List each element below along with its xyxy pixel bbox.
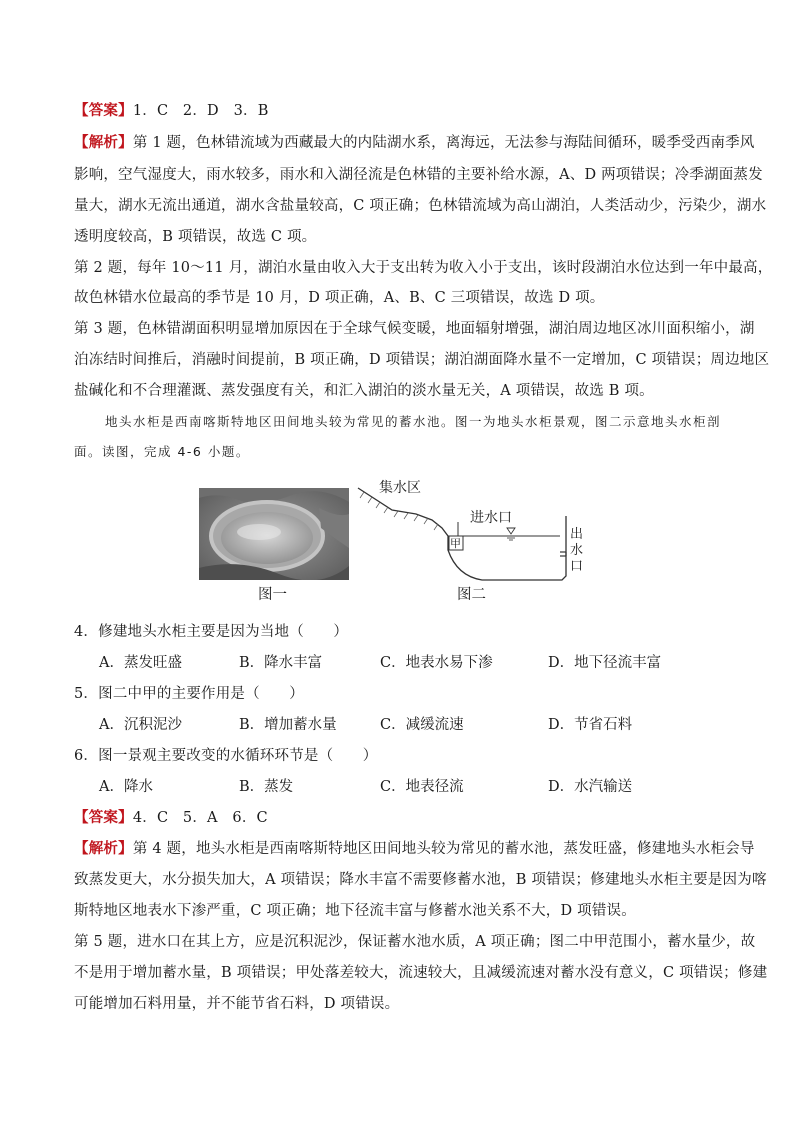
analysis-line: 第 2 题，每年 10～11 月，湖泊水量由收入大于支出转为收入小于支出，该时段湖泊水位达到一年中最高，: [74, 260, 773, 276]
answer-tag: 【答案】: [74, 102, 133, 119]
analysis-line: 第 3 题，色林错湖面积明显增加原因在于全球气候变暖，地面辐射增强，湖泊周边地区冰川面积缩小，湖: [74, 321, 755, 337]
answer-line-1: [74, 96, 734, 126]
question-options: [99, 772, 739, 802]
analysis-tag: 【解析】: [74, 134, 133, 151]
question-stem: 6．图一景观主要改变的水循环环节是（ ）: [74, 748, 378, 764]
option-b: B．蒸发: [239, 779, 294, 795]
answer-tag: 【答案】: [74, 809, 133, 826]
analysis-line: 泊冻结时间推后，消融时间提前，B 项正确，D 项错误；湖泊湖面降水量不一定增加，C 项错误；周边地区: [74, 352, 770, 368]
analysis-line: 透明度较高，B 项错误，故选 C 项。: [74, 229, 317, 245]
water-tank-photo: [199, 488, 349, 580]
analysis-line: [74, 834, 755, 864]
water-tank-photo-image: [199, 488, 349, 580]
intro-line: 面。读图，完成 4-6 小题。: [74, 444, 250, 459]
analysis-line: 故色林错水位最高的季节是 10 月，D 项正确，A、B、C 三项错误，故选 D 项。: [74, 290, 605, 306]
analysis-line: 致蒸发更大，水分损失加大，A 项错误；降水丰富不需要修蓄水池，B 项错误；修建地头水柜主要是因为喀: [74, 872, 767, 888]
option-c: C．地表径流: [380, 779, 464, 795]
jia-label: 甲: [450, 537, 461, 550]
analysis-line: 斯特地区地表水下渗严重，C 项正确；地下径流丰富与修蓄水池关系不大，D 项错误。: [74, 903, 636, 919]
analysis-line: 量大，湖水无流出通道，湖水含盐量较高，C 项正确；色林错流域为高山湖泊，人类活动少，污染少，湖水: [74, 198, 767, 214]
option-a: A．沉积泥沙: [99, 717, 182, 733]
option-c: C．减缓流速: [380, 717, 464, 733]
option-d: D．节省石料: [548, 717, 633, 733]
analysis-line: 第 5 题，进水口在其上方，应是沉积泥沙，保证蓄水池水质，A 项正确；图二中甲范围小，蓄水量少，故: [74, 934, 756, 950]
answer-text: 4．C 5．A 6．C: [132, 810, 268, 826]
outlet-label-3: 口: [570, 559, 584, 574]
analysis-tag: 【解析】: [74, 840, 133, 857]
analysis-text: 第 1 题，色林错流域为西藏最大的内陆湖水系，离海远，无法参与海陆间循环，暖季受西南季风: [132, 135, 755, 151]
answer-text: 1．C 2．D 3．B: [132, 103, 269, 119]
question-stem: 4．修建地头水柜主要是因为当地（ ）: [74, 624, 349, 640]
outlet-label-2: 水: [570, 543, 584, 558]
question-options: [99, 648, 739, 678]
question-options: [99, 710, 739, 740]
analysis-line: [74, 128, 755, 158]
analysis-line: 可能增加石料用量，并不能节省石料，D 项错误。: [74, 996, 400, 1012]
ground-profile-line: [358, 488, 566, 580]
question-stem: 5．图二中甲的主要作用是（ ）: [74, 686, 304, 702]
analysis-text: 第 4 题，地头水柜是西南喀斯特地区田间地头较为常见的蓄水池，蒸发旺盛，修建地头水柜会导: [132, 841, 755, 857]
tank-cross-section-diagram: [352, 476, 602, 586]
figure1-caption: 图一: [258, 587, 287, 603]
option-a: A．蒸发旺盛: [99, 655, 182, 671]
intro-line: 地头水柜是西南喀斯特地区田间地头较为常见的蓄水池。图一为地头水柜景观，图二示意地头水柜剖: [105, 414, 722, 429]
option-b: B．增加蓄水量: [239, 717, 337, 733]
option-b: B．降水丰富: [239, 655, 323, 671]
option-d: D．地下径流丰富: [548, 655, 662, 671]
option-a: A．降水: [99, 779, 153, 795]
answer-line-2: [74, 803, 734, 833]
catchment-label: 集水区: [379, 480, 421, 496]
option-c: C．地表水易下渗: [380, 655, 493, 671]
option-d: D．水汽输送: [548, 779, 633, 795]
cross-section-svg: [352, 476, 602, 586]
analysis-line: 盐碱化和不合理灌溉、蒸发强度有关，和汇入湖泊的淡水量无关，A 项错误，故选 B 项。: [74, 383, 654, 399]
figure2-caption: 图二: [457, 587, 486, 603]
water-level-marker: [507, 528, 515, 534]
outlet-label-1: 出: [570, 527, 584, 542]
inlet-label: 进水口: [470, 510, 512, 526]
analysis-line: 影响，空气湿度大，雨水较多，雨水和入湖径流是色林错的主要补给水源，A、D 两项错误；冷季湖面蒸发: [74, 167, 763, 183]
analysis-line: 不是用于增加蓄水量，B 项错误；甲处落差较大，流速较大，且减缓流速对蓄水没有意义，C 项错误；修建: [74, 965, 768, 981]
